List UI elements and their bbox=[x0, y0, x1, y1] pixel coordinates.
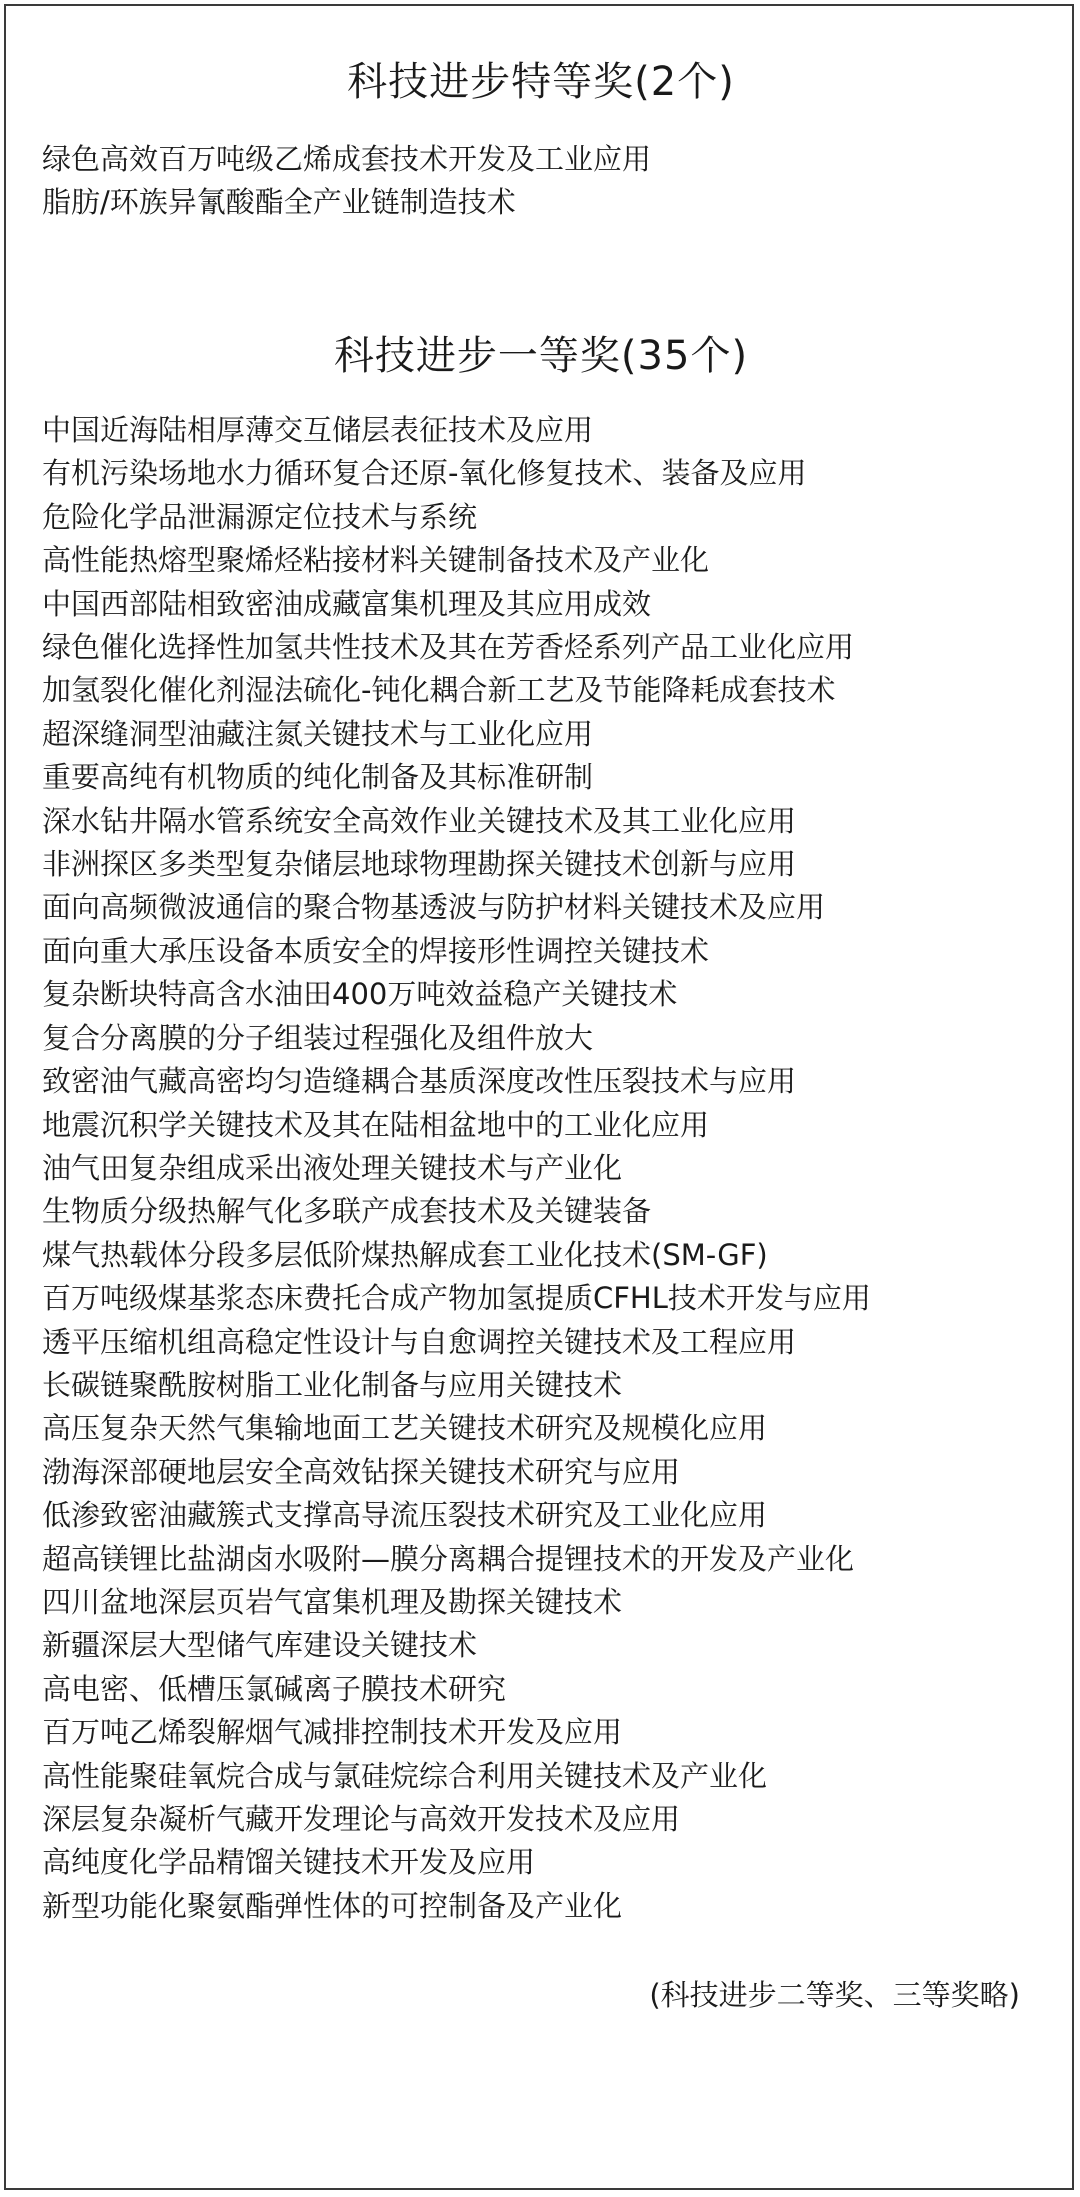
first-award-title: 科技进步一等奖(35个) bbox=[333, 333, 749, 379]
award-item: 地震沉积学关键技术及其在陆相盆地中的工业化应用 bbox=[42, 1107, 710, 1142]
award-item: 高压复杂天然气集输地面工艺关键技术研究及规模化应用 bbox=[42, 1411, 768, 1446]
award-item: 深层复杂凝析气藏开发理论与高效开发技术及应用 bbox=[42, 1802, 681, 1836]
award-item: 百万吨乙烯裂解烟气减排控制技术开发及应用 bbox=[42, 1715, 623, 1750]
document-frame bbox=[4, 4, 1074, 2190]
award-item: 面向重大承压设备本质安全的焊接形性调控关键技术 bbox=[42, 933, 710, 968]
award-item: 中国西部陆相致密油成藏富集机理及其应用成效 bbox=[42, 586, 652, 621]
award-item: 中国近海陆相厚薄交互储层表征技术及应用 bbox=[42, 413, 594, 447]
award-item: 低渗致密油藏簇式支撑高导流压裂技术研究及工业化应用 bbox=[42, 1498, 768, 1533]
award-item: 重要高纯有机物质的纯化制备及其标准研制 bbox=[42, 760, 594, 795]
special-award-title: 科技进步特等奖(2个) bbox=[347, 59, 735, 105]
footnote: (科技进步二等奖、三等奖略) bbox=[649, 1978, 1020, 2012]
award-item: 渤海深部硬地层安全高效钻探关键技术研究与应用 bbox=[42, 1454, 681, 1489]
award-item: 绿色高效百万吨级乙烯成套技术开发及工业应用 bbox=[42, 142, 652, 176]
first-award-list bbox=[42, 409, 871, 1928]
award-item: 油气田复杂组成采出液处理关键技术与产业化 bbox=[42, 1150, 623, 1185]
special-award-list bbox=[42, 138, 651, 225]
award-item: 新疆深层大型储气库建设关键技术 bbox=[42, 1628, 478, 1663]
award-item: 危险化学品泄漏源定位技术与系统 bbox=[42, 499, 478, 534]
award-item: 复合分离膜的分子组装过程强化及组件放大 bbox=[42, 1020, 594, 1055]
award-item: 脂肪/环族异氰酸酯全产业链制造技术 bbox=[42, 185, 516, 220]
award-item: 透平压缩机组高稳定性设计与自愈调控关键技术及工程应用 bbox=[42, 1324, 797, 1359]
award-item: 百万吨级煤基浆态床费托合成产物加氢提质CFHL技术开发与应用 bbox=[42, 1281, 871, 1316]
award-item: 面向高频微波通信的聚合物基透波与防护材料关键技术及应用 bbox=[42, 890, 826, 925]
award-item: 超高镁锂比盐湖卤水吸附—膜分离耦合提锂技术的开发及产业化 bbox=[42, 1541, 855, 1576]
award-item: 四川盆地深层页岩气富集机理及勘探关键技术 bbox=[42, 1584, 623, 1619]
award-item: 有机污染场地水力循环复合还原-氧化修复技术、装备及应用 bbox=[42, 456, 807, 491]
award-item: 绿色催化选择性加氢共性技术及其在芳香烃系列产品工业化应用 bbox=[42, 630, 855, 665]
award-item: 非洲探区多类型复杂储层地球物理勘探关键技术创新与应用 bbox=[42, 847, 797, 882]
award-item: 高电密、低槽压氯碱离子膜技术研究 bbox=[42, 1671, 507, 1706]
award-item: 致密油气藏高密均匀造缝耦合基质深度改性压裂技术与应用 bbox=[42, 1064, 797, 1099]
award-item: 长碳链聚酰胺树脂工业化制备与应用关键技术 bbox=[42, 1367, 623, 1402]
award-item: 深水钻井隔水管系统安全高效作业关键技术及其工业化应用 bbox=[42, 803, 797, 838]
award-item: 高性能聚硅氧烷合成与氯硅烷综合利用关键技术及产业化 bbox=[42, 1758, 768, 1793]
award-item: 高纯度化学品精馏关键技术开发及应用 bbox=[42, 1845, 536, 1880]
award-item: 煤气热载体分段多层低阶煤热解成套工业化技术(SM-GF) bbox=[42, 1237, 768, 1272]
award-item: 高性能热熔型聚烯烃粘接材料关键制备技术及产业化 bbox=[42, 543, 710, 578]
award-item: 加氢裂化催化剂湿法硫化-钝化耦合新工艺及节能降耗成套技术 bbox=[42, 673, 836, 708]
award-item: 超深缝洞型油藏注氮关键技术与工业化应用 bbox=[42, 716, 594, 751]
award-item: 复杂断块特高含水油田400万吨效益稳产关键技术 bbox=[42, 977, 678, 1012]
award-item: 生物质分级热解气化多联产成套技术及关键装备 bbox=[42, 1194, 652, 1229]
award-item: 新型功能化聚氨酯弹性体的可控制备及产业化 bbox=[42, 1888, 623, 1923]
